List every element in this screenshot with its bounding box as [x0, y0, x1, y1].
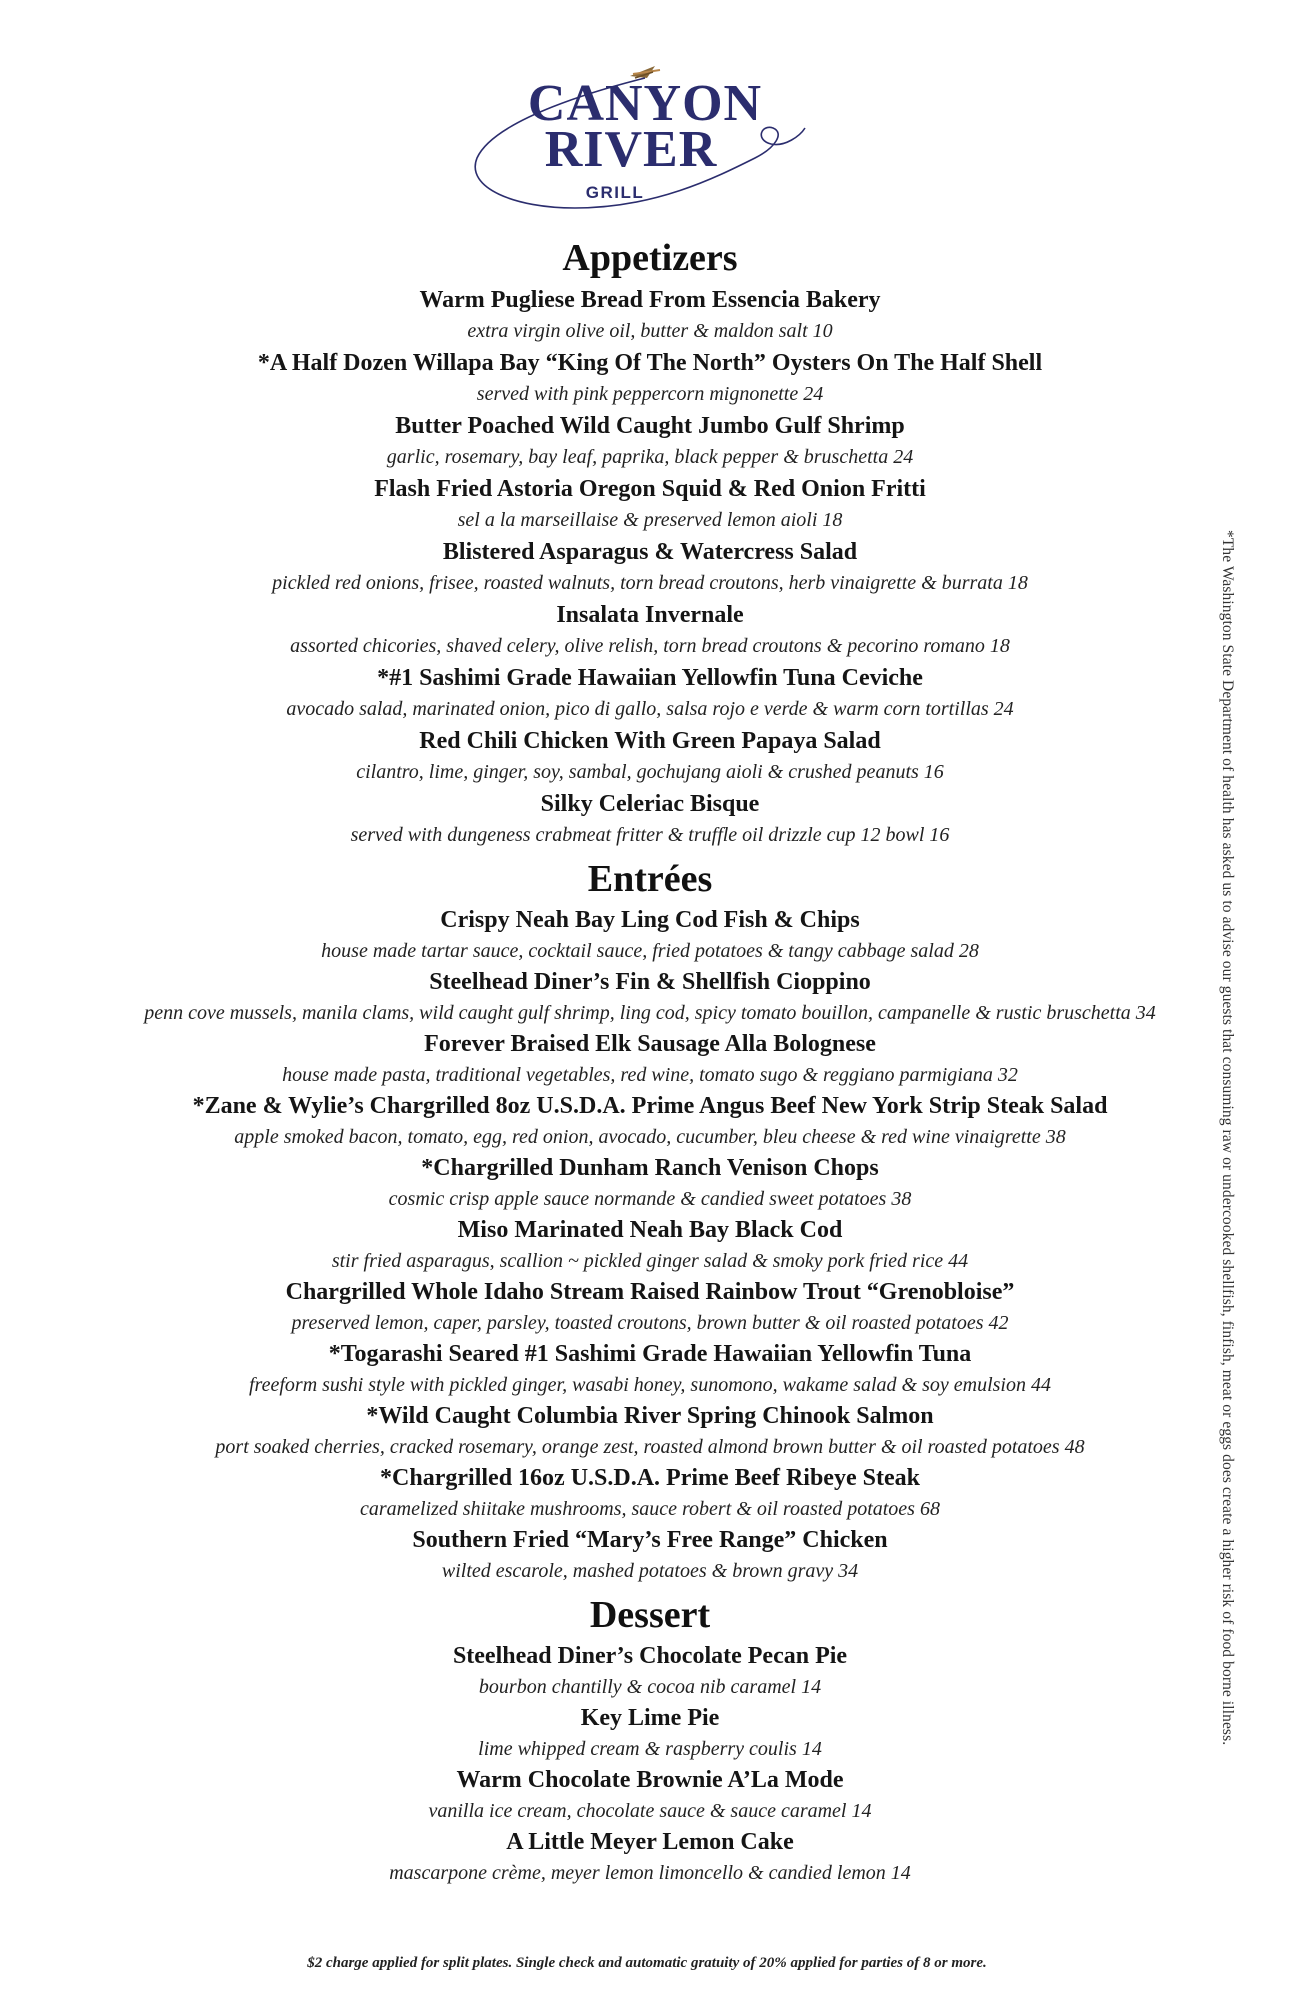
menu-item-description: bourbon chantilly & cocoa nib caramel 14: [478, 1676, 822, 1698]
menu-item-name: Flash Fried Astoria Oregon Squid & Red Onion Fritti: [374, 476, 926, 502]
logo-line-canyon: CANYON: [527, 75, 763, 132]
menu-item-description: house made pasta, traditional vegetables, red wine, tomato sugo & reggiano parmigiana 32: [282, 1064, 1018, 1086]
menu-item-description: served with pink peppercorn mignonette 24: [476, 383, 824, 405]
menu-item-description: caramelized shiitake mushrooms, sauce robert & oil roasted potatoes 68: [360, 1498, 940, 1520]
menu-item: [60, 1641, 1240, 1703]
menu-item: [60, 1215, 1240, 1277]
dessert-section: [60, 1589, 1240, 1889]
menu-item-name: Steelhead Diner’s Fin & Shellfish Cioppino: [429, 969, 871, 995]
menu-item: [60, 473, 1240, 536]
menu-item: [60, 725, 1240, 788]
menu-item-name: Forever Braised Elk Sausage Alla Bolognese: [424, 1031, 876, 1057]
menu-item-name: Warm Chocolate Brownie A’La Mode: [456, 1767, 844, 1793]
menu-item: [60, 662, 1240, 725]
menu-item-description: cilantro, lime, ginger, soy, sambal, gochujang aioli & crushed peanuts 16: [356, 761, 944, 783]
menu-item-name: *Zane & Wylie’s Chargrilled 8oz U.S.D.A. Prime Angus Beef New York Strip Steak Salad: [192, 1093, 1108, 1119]
menu-item-name: Miso Marinated Neah Bay Black Cod: [457, 1217, 843, 1243]
menu-item: [60, 1401, 1240, 1463]
menu-item-name: Key Lime Pie: [580, 1705, 720, 1731]
menu-item-description: served with dungeness crabmeat fritter & truffle oil drizzle cup 12 bowl 16: [350, 824, 950, 846]
menu-item: [60, 347, 1240, 410]
menu-item-description: sel a la marseillaise & preserved lemon aioli 18: [457, 509, 843, 531]
menu-item-name: *Chargrilled 16oz U.S.D.A. Prime Beef Ribeye Steak: [380, 1465, 920, 1491]
menu-item: [60, 536, 1240, 599]
menu-item: [60, 1339, 1240, 1401]
menu-item-name: *Chargrilled Dunham Ranch Venison Chops: [421, 1155, 879, 1181]
menu-item-description: house made tartar sauce, cocktail sauce, fried potatoes & tangy cabbage salad 28: [321, 940, 979, 962]
menu-item-description: mascarpone crème, meyer lemon limoncello & candied lemon 14: [389, 1862, 911, 1884]
menu-item-name: Chargrilled Whole Idaho Stream Raised Rainbow Trout “Grenobloise”: [285, 1279, 1015, 1305]
menu-item: [60, 1827, 1240, 1889]
menu-item: [60, 788, 1240, 851]
section-title-dessert: Dessert: [589, 1594, 711, 1636]
footer-note: $2 charge applied for split plates. Single check and automatic gratuity of 20% applied for parties of 8 or more.: [307, 1955, 987, 1971]
section-title-entrees: Entrées: [587, 858, 713, 900]
menu-item-name: Warm Pugliese Bread From Essencia Bakery: [419, 287, 881, 313]
menu-item-description: avocado salad, marinated onion, pico di gallo, salsa rojo e verde & warm corn tortillas 24: [286, 698, 1014, 720]
menu-item-description: penn cove mussels, manila clams, wild caught gulf shrimp, ling cod, spicy tomato bouillon, campanelle & rustic bruschetta 34: [144, 1002, 1156, 1024]
menu-item-name: Butter Poached Wild Caught Jumbo Gulf Shrimp: [395, 413, 905, 439]
menu-item: [60, 1463, 1240, 1525]
menu-item: [60, 1765, 1240, 1827]
menu-item-description: vanilla ice cream, chocolate sauce & sauce caramel 14: [428, 1800, 872, 1822]
menu-item-name: *Wild Caught Columbia River Spring Chinook Salmon: [366, 1403, 934, 1429]
menu-item-name: Southern Fried “Mary’s Free Range” Chicken: [412, 1527, 888, 1553]
menu-item-description: preserved lemon, caper, parsley, toasted croutons, brown butter & oil roasted potatoes 42: [291, 1312, 1009, 1334]
entrees-section: [60, 853, 1240, 1587]
menu-item: [60, 1029, 1240, 1091]
entree-list: [60, 905, 1240, 1587]
menu-item-name: A Little Meyer Lemon Cake: [506, 1829, 794, 1855]
menu-item: [60, 1153, 1240, 1215]
menu-item-name: *#1 Sashimi Grade Hawaiian Yellowfin Tuna Ceviche: [377, 665, 923, 691]
menu-item-name: Insalata Invernale: [556, 602, 744, 628]
menu-item-name: *A Half Dozen Willapa Bay “King Of The North” Oysters On The Half Shell: [257, 350, 1043, 376]
logo-line-river: RIVER: [544, 121, 718, 178]
menu-item-description: freeform sushi style with pickled ginger, wasabi honey, sunomono, wakame salad & soy emulsion 44: [249, 1374, 1051, 1396]
menu-item: [60, 1703, 1240, 1765]
menu-item-description: extra virgin olive oil, butter & maldon salt 10: [467, 320, 833, 342]
menu-item: [60, 1525, 1240, 1587]
dessert-list: [60, 1641, 1240, 1889]
menu-item-description: port soaked cherries, cracked rosemary, orange zest, roasted almond brown butter & oil roasted potatoes 48: [215, 1436, 1085, 1458]
menu-item-description: cosmic crisp apple sauce normande & candied sweet potatoes 38: [388, 1188, 912, 1210]
menu-item-name: Blistered Asparagus & Watercress Salad: [442, 539, 858, 565]
logo-line-grill: GRILL: [585, 183, 645, 202]
menu-item: [60, 410, 1240, 473]
menu-item-description: garlic, rosemary, bay leaf, paprika, black pepper & bruschetta 24: [386, 446, 914, 468]
menu-item: [60, 1091, 1240, 1153]
appetizers-section: [60, 232, 1240, 851]
menu-item: [60, 599, 1240, 662]
menu-item-name: Red Chili Chicken With Green Papaya Salad: [419, 728, 881, 754]
menu-item-name: Crispy Neah Bay Ling Cod Fish & Chips: [440, 907, 860, 933]
menu-item-description: wilted escarole, mashed potatoes & brown gravy 34: [441, 1560, 859, 1582]
restaurant-logo: [455, 58, 835, 218]
section-title-appetizers: Appetizers: [562, 237, 738, 279]
menu-item: [60, 905, 1240, 967]
menu-item-name: Steelhead Diner’s Chocolate Pecan Pie: [452, 1643, 848, 1669]
health-advisory: *The Washington State Department of health has asked us to advise our guests that consuming raw or undercooked shellfish, finfish, meat or eggs does create a higher risk of food borne illness.: [1219, 530, 1236, 1746]
menu: [60, 232, 1240, 1889]
menu-item-name: Silky Celeriac Bisque: [540, 791, 760, 817]
menu-item-description: apple smoked bacon, tomato, egg, red onion, avocado, cucumber, bleu cheese & red wine vinaigrette 38: [234, 1126, 1066, 1148]
menu-item: [60, 967, 1240, 1029]
menu-item: [60, 1277, 1240, 1339]
menu-item-description: pickled red onions, frisee, roasted walnuts, torn bread croutons, herb vinaigrette & burrata 18: [272, 572, 1028, 594]
menu-item-description: lime whipped cream & raspberry coulis 14: [478, 1738, 822, 1760]
appetizer-list: [60, 284, 1240, 851]
menu-item: [60, 284, 1240, 347]
menu-item-name: *Togarashi Seared #1 Sashimi Grade Hawaiian Yellowfin Tuna: [328, 1341, 972, 1367]
menu-item-description: assorted chicories, shaved celery, olive relish, torn bread croutons & pecorino romano 18: [290, 635, 1010, 657]
menu-item-description: stir fried asparagus, scallion ~ pickled ginger salad & smoky pork fried rice 44: [331, 1250, 969, 1272]
